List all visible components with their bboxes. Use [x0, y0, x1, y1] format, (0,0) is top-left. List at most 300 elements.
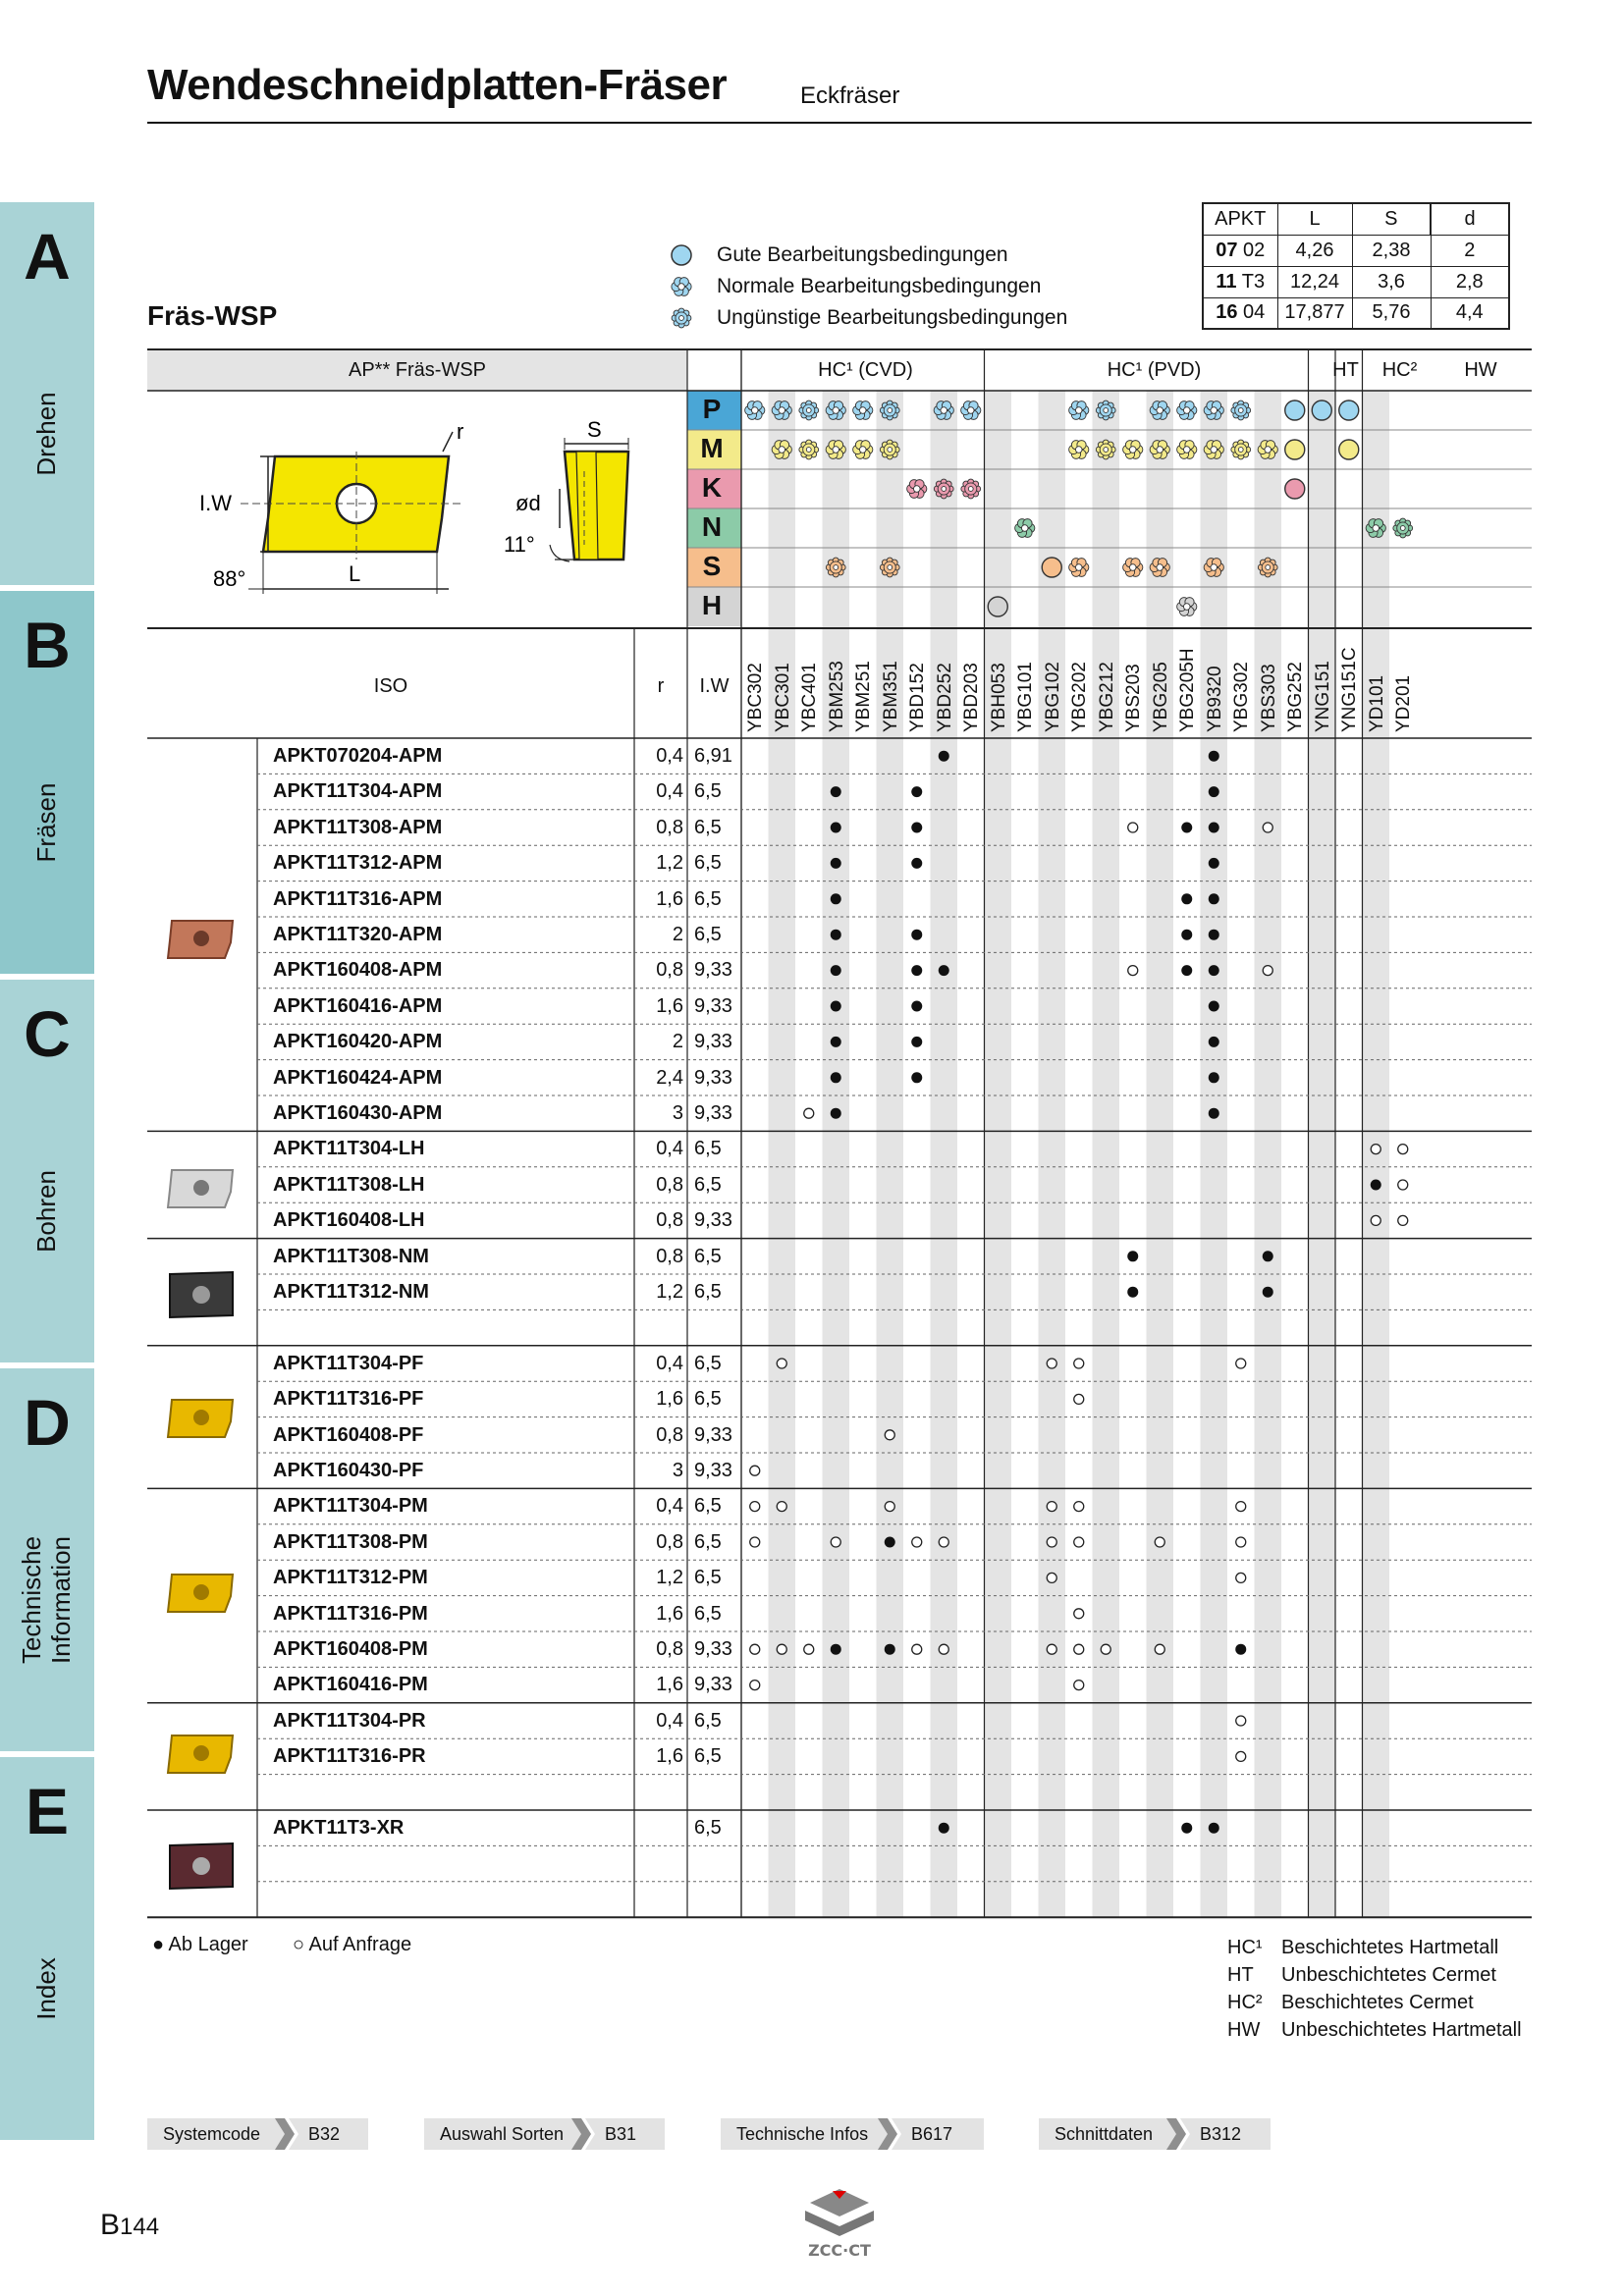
diagram-l: L [349, 561, 361, 586]
stock-dot [1209, 786, 1219, 797]
iso-code: APKT11T308-LH [273, 1173, 425, 1196]
flower-icon [1177, 441, 1197, 459]
circle-icon [1042, 558, 1061, 577]
stock-dot [1209, 751, 1219, 762]
request-dot [1047, 1537, 1056, 1547]
request-dot [831, 1537, 840, 1547]
diagram-iw: I.W [199, 491, 232, 515]
iso-code: APKT11T312-NM [273, 1281, 429, 1303]
circle-icon [1339, 400, 1359, 420]
request-dot [1398, 1215, 1408, 1225]
chevron-right-icon [571, 2118, 595, 2150]
request-dot [777, 1644, 786, 1654]
grade-label: YNG151 [1312, 661, 1333, 732]
crumb-ref: B31 [605, 2123, 637, 2144]
request-dot [885, 1502, 894, 1512]
stock-dot [1181, 893, 1192, 904]
footnote-row: HT Unbeschichtetes Cermet [1227, 1964, 1496, 1986]
corner-radius: 0,4 [656, 1352, 683, 1374]
gear-icon [1231, 400, 1251, 420]
iso-code: APKT11T312-PM [273, 1567, 428, 1589]
stock-dot [1263, 1251, 1273, 1261]
grade-label: YBM251 [853, 661, 874, 732]
cutting-width: 6,5 [694, 1352, 722, 1374]
request-dot [1047, 1573, 1056, 1582]
cutting-width: 6,5 [694, 1709, 722, 1732]
grade-label: YBS203 [1123, 664, 1144, 732]
request-dot [1074, 1537, 1084, 1547]
material-h: H [701, 590, 723, 620]
corner-radius: 1,6 [656, 1388, 683, 1411]
cutting-width: 6,5 [694, 816, 722, 838]
dim-code: 16 04 [1203, 297, 1277, 329]
circle-icon [1339, 440, 1359, 459]
circle-icon [1285, 479, 1305, 499]
group-hc1-cvd: HC¹ (CVD) [818, 359, 913, 381]
iso-code: APKT160416-PM [273, 1674, 428, 1696]
stock-dot [1209, 893, 1219, 904]
grade-label: YBG212 [1096, 662, 1117, 732]
flower-icon [1069, 441, 1089, 459]
stock-dot [911, 930, 922, 940]
stock-dot [1181, 930, 1192, 940]
corner-radius: 0,8 [656, 1423, 683, 1446]
logo-text: ZCC·CT [808, 2241, 871, 2260]
tab-label: Drehen [31, 392, 62, 476]
stock-dot [1209, 858, 1219, 869]
crumb-technische[interactable] [721, 2118, 984, 2150]
request-dot [885, 1430, 894, 1440]
flower-icon [1123, 441, 1143, 459]
flower-icon [853, 401, 873, 420]
cutting-width: 9,33 [694, 959, 732, 982]
grade-label: YBG252 [1285, 662, 1306, 732]
grade-label: YBM351 [880, 661, 901, 732]
section-title: Fräs-WSP [147, 300, 278, 331]
dim-s: 5,76 [1352, 297, 1431, 329]
corner-radius: 0,8 [656, 1530, 683, 1553]
crumb-label: Schnittdaten [1055, 2123, 1154, 2144]
corner-radius: 1,6 [656, 887, 683, 910]
request-dot [804, 1644, 814, 1654]
stock-dot [1209, 1001, 1219, 1012]
request-dot [912, 1537, 922, 1547]
crumb-ref: B32 [308, 2123, 341, 2144]
flower-icon [853, 441, 873, 459]
grade-label: YD201 [1393, 674, 1414, 732]
stock-dot [911, 786, 922, 797]
grade-label: YBC301 [772, 663, 793, 732]
diagram-s: S [587, 417, 602, 442]
request-dot [1101, 1644, 1110, 1654]
request-dot [750, 1537, 760, 1547]
request-dot [1074, 1502, 1084, 1512]
corner-radius: 0,4 [656, 745, 683, 767]
corner-radius: 1,6 [656, 994, 683, 1017]
iso-code: APKT11T304-PR [273, 1709, 426, 1732]
chevron-right-icon [1166, 2118, 1190, 2150]
flower-icon [826, 441, 845, 459]
gear-icon [1258, 558, 1277, 577]
cutting-width: 9,33 [694, 994, 732, 1017]
cutting-width: 6,5 [694, 1388, 722, 1411]
flower-icon [1204, 559, 1223, 577]
iso-code: APKT160408-PM [273, 1638, 428, 1660]
gear-icon [934, 479, 953, 499]
page-number: B144 [100, 2209, 160, 2241]
iso-code: APKT11T316-PR [273, 1745, 426, 1768]
grade-label: YBG302 [1231, 662, 1252, 732]
cutting-width: 9,33 [694, 1423, 732, 1446]
stock-dot [1209, 1108, 1219, 1119]
stock-dot [911, 858, 922, 869]
insert-photo-pr [162, 1728, 241, 1777]
insert-photo-xr [162, 1840, 241, 1893]
iso-header: ISO [373, 675, 408, 697]
grade-label: YBG101 [1015, 662, 1036, 732]
iso-code: APKT160430-APM [273, 1102, 443, 1124]
grade-label: YBD252 [934, 663, 955, 732]
insert-diagram [191, 412, 682, 609]
request-dot [804, 1108, 814, 1118]
iso-code: APKT11T320-APM [273, 924, 443, 945]
stock-dot [831, 930, 841, 940]
dim-l: 12,24 [1277, 266, 1352, 297]
cutting-width: 9,33 [694, 1102, 732, 1124]
iso-code: APKT070204-APM [273, 745, 443, 767]
iso-code: APKT11T3-XR [273, 1817, 405, 1839]
diagram-r: r [457, 419, 464, 444]
group-hw: HW [1464, 359, 1497, 381]
iso-code: APKT160420-APM [273, 1031, 443, 1053]
iso-code: APKT11T304-APM [273, 780, 443, 803]
cutting-width: 9,33 [694, 1031, 732, 1053]
request-dot [1263, 823, 1272, 832]
grade-label: YBH053 [988, 663, 1009, 732]
dim-l: 17,877 [1277, 297, 1352, 329]
request-legend: ○ Auf Anfrage [293, 1934, 412, 1955]
stock-dot [831, 1072, 841, 1083]
corner-radius: 3 [672, 1102, 683, 1124]
grade-label: YBG205H [1177, 648, 1198, 732]
stock-dot [911, 1037, 922, 1047]
stock-dot [939, 965, 949, 976]
stock-dot [1181, 1823, 1192, 1834]
corner-radius: 0,8 [656, 1638, 683, 1660]
gear-icon [799, 440, 819, 459]
stock-dot [831, 1037, 841, 1047]
stock-dot [1127, 1287, 1138, 1298]
stock-dot [1127, 1251, 1138, 1261]
dim-l: 4,26 [1277, 235, 1352, 266]
request-dot [1236, 1537, 1246, 1547]
stock-dot [939, 1823, 949, 1834]
tab-letter: D [24, 1386, 71, 1459]
dim-code: 11 T3 [1203, 266, 1277, 297]
footnote-row: HW Unbeschichtetes Hartmetall [1227, 2019, 1522, 2041]
tab-label: Index [31, 1957, 62, 2020]
corner-radius: 2 [672, 1031, 683, 1053]
flower-icon [1150, 441, 1169, 459]
request-dot [777, 1359, 786, 1368]
stock-dot [831, 786, 841, 797]
circle-icon [1285, 400, 1305, 420]
stock-dot [831, 1001, 841, 1012]
corner-radius: 0,4 [656, 780, 683, 803]
request-dot [1371, 1215, 1380, 1225]
request-dot [777, 1502, 786, 1512]
chevron-right-icon [275, 2118, 298, 2150]
dim-code: 07 02 [1203, 235, 1277, 266]
tab-label: Bohren [31, 1170, 62, 1253]
iso-code: APKT11T312-APM [273, 852, 443, 875]
corner-radius: 0,4 [656, 1709, 683, 1732]
request-dot [1047, 1359, 1056, 1368]
corner-radius: 1,6 [656, 1602, 683, 1625]
flower-icon [772, 441, 791, 459]
gear-icon [826, 558, 845, 577]
request-dot [1128, 823, 1138, 832]
corner-radius: 2 [672, 924, 683, 945]
crumb-systemcode[interactable] [147, 2118, 368, 2150]
stock-dot [885, 1537, 895, 1548]
flower-icon [1366, 519, 1385, 538]
r-header: r [657, 675, 665, 697]
flower-icon [772, 401, 791, 420]
iso-code: APKT160430-PF [273, 1460, 424, 1481]
crumb-label: Systemcode [163, 2123, 261, 2144]
tab-letter: C [24, 997, 71, 1070]
flower-icon [1177, 598, 1197, 616]
crumb-auswahl[interactable] [424, 2118, 665, 2150]
stock-dot [911, 1001, 922, 1012]
tab-label: Fräsen [31, 782, 62, 863]
request-dot [1074, 1609, 1084, 1619]
cutting-width: 6,5 [694, 1495, 722, 1518]
corner-radius: 3 [672, 1460, 683, 1481]
stock-dot [1209, 823, 1219, 833]
request-dot [750, 1681, 760, 1690]
stock-dot [1235, 1644, 1246, 1655]
cutting-width: 6,5 [694, 887, 722, 910]
gear-icon [1393, 518, 1413, 538]
cutting-width: 6,91 [694, 745, 732, 767]
stock-dot [1209, 930, 1219, 940]
request-dot [1047, 1502, 1056, 1512]
request-dot [1236, 1359, 1246, 1368]
grade-label: YBG202 [1069, 662, 1090, 732]
request-dot [1047, 1644, 1056, 1654]
material-k: K [701, 472, 723, 503]
corner-radius: 0,4 [656, 1495, 683, 1518]
group-hc1-pvd: HC¹ (PVD) [1107, 359, 1202, 381]
cutting-width: 6,5 [694, 1281, 722, 1303]
insert-photo-nm [162, 1268, 241, 1321]
group-hc2: HC² [1381, 359, 1418, 381]
iso-code: APKT160408-PF [273, 1423, 424, 1446]
stock-dot [939, 751, 949, 762]
page-title: Wendeschneidplatten-Fräser [147, 61, 728, 109]
grade-label: YBM253 [826, 661, 847, 732]
iso-code: APKT11T308-NM [273, 1245, 429, 1267]
cutting-width: 9,33 [694, 1674, 732, 1696]
gear-icon [880, 440, 899, 459]
request-dot [1074, 1681, 1084, 1690]
corner-radius: 1,6 [656, 1674, 683, 1696]
stock-dot [1209, 1072, 1219, 1083]
iso-code: APKT11T308-PM [273, 1530, 428, 1553]
corner-radius: 0,8 [656, 1173, 683, 1196]
stock-legend: ● Ab Lager [152, 1934, 248, 1955]
stock-dot [1209, 965, 1219, 976]
grade-label: YBG102 [1042, 662, 1063, 732]
stock-dot [831, 1108, 841, 1119]
crumb-ref: B312 [1200, 2123, 1242, 2144]
stock-dot [831, 893, 841, 904]
flower-icon [1204, 401, 1223, 420]
request-dot [1155, 1644, 1164, 1654]
request-dot [1398, 1145, 1408, 1154]
stock-dot [911, 965, 922, 976]
grade-label: YD101 [1366, 674, 1387, 732]
iso-code: APKT11T304-PF [273, 1352, 424, 1374]
request-dot [1155, 1537, 1164, 1547]
iso-code: APKT11T316-PF [273, 1388, 424, 1411]
request-dot [1236, 1751, 1246, 1761]
tab-letter: B [24, 609, 71, 681]
circle-icon [1312, 400, 1331, 420]
cutting-width: 6,5 [694, 1530, 722, 1553]
insert-photo-lh [162, 1162, 241, 1211]
tab-letter: A [24, 220, 71, 293]
stock-dot [1181, 823, 1192, 833]
group-ht: HT [1332, 359, 1359, 381]
cutting-width: 6,5 [694, 1138, 722, 1160]
insert-photo-apm [162, 913, 241, 962]
iso-code: APKT160408-LH [273, 1209, 425, 1232]
flower-icon [1015, 519, 1035, 538]
corner-radius: 2,4 [656, 1066, 683, 1089]
stock-dot [831, 858, 841, 869]
iso-code: APKT11T316-APM [273, 887, 443, 910]
gear-icon [880, 558, 899, 577]
flower-icon [961, 401, 981, 420]
chevron-right-icon [878, 2118, 901, 2150]
cutting-width: 9,33 [694, 1638, 732, 1660]
corner-radius: 1,2 [656, 852, 683, 875]
request-dot [1236, 1573, 1246, 1582]
legend-text: Normale Bearbeitungsbedingungen [717, 275, 1042, 297]
stock-dot [831, 1644, 841, 1655]
insert-photo-pf [162, 1392, 241, 1441]
cutting-width: 9,33 [694, 1460, 732, 1481]
corner-radius: 0,8 [656, 1209, 683, 1232]
cutting-width: 6,5 [694, 780, 722, 803]
cutting-width: 6,5 [694, 1245, 722, 1267]
request-dot [750, 1644, 760, 1654]
tab-label: Technische Information [17, 1535, 76, 1665]
flower-icon [1258, 441, 1277, 459]
dim-header: L [1277, 203, 1352, 235]
request-dot [1236, 1502, 1246, 1512]
cutting-width: 9,33 [694, 1209, 732, 1232]
footnote-row: HC¹ Beschichtetes Hartmetall [1227, 1937, 1499, 1958]
gear-icon [1096, 440, 1115, 459]
cutting-width: 6,5 [694, 1602, 722, 1625]
request-dot [1371, 1145, 1380, 1154]
request-dot [1128, 966, 1138, 976]
iso-code: APKT11T308-APM [273, 816, 443, 838]
stock-dot [1263, 1287, 1273, 1298]
cutting-width: 6,5 [694, 924, 722, 945]
request-dot [1263, 966, 1272, 976]
footnote-row: HC² Beschichtetes Cermet [1227, 1992, 1474, 2013]
corner-radius: 1,2 [656, 1567, 683, 1589]
grade-label: YBD152 [907, 663, 928, 732]
flower-icon [1177, 401, 1197, 420]
flower-icon [1123, 559, 1143, 577]
grade-label: YBG205 [1150, 662, 1171, 732]
flower-icon [907, 480, 927, 499]
diagram-11: 11° [504, 532, 535, 557]
diagram-d: ød [515, 491, 541, 515]
stock-dot [1371, 1180, 1381, 1191]
stock-dot [911, 1072, 922, 1083]
stock-dot [1209, 1823, 1219, 1834]
dim-header: S [1352, 203, 1431, 235]
grade-label: YBC401 [799, 663, 820, 732]
flower-icon [1150, 559, 1169, 577]
gear-icon [799, 400, 819, 420]
gear-icon [1231, 440, 1251, 459]
iso-code: APKT160424-APM [273, 1066, 443, 1089]
dim-s: 2,38 [1352, 235, 1431, 266]
dim-d: 2,8 [1431, 266, 1509, 297]
crumb-schnittdaten[interactable] [1039, 2118, 1271, 2150]
corner-radius: 1,6 [656, 1745, 683, 1768]
request-dot [1398, 1180, 1408, 1190]
corner-radius: 1,2 [656, 1281, 683, 1303]
circle-icon [1285, 440, 1305, 459]
legend-text: Gute Bearbeitungsbedingungen [717, 243, 1008, 266]
dim-s: 3,6 [1352, 266, 1431, 297]
iw-header: I.W [699, 675, 730, 697]
insert-photo-pm [162, 1567, 241, 1616]
cutting-width: 9,33 [694, 1066, 732, 1089]
iso-code: APKT160408-APM [273, 959, 443, 982]
zcc-logo [785, 2181, 893, 2260]
corner-radius: 0,8 [656, 1245, 683, 1267]
stock-dot [911, 823, 922, 833]
grade-label: YBS303 [1258, 664, 1279, 732]
ap-label: AP** Fräs-WSP [348, 359, 487, 381]
legend-text: Ungünstige Bearbeitungsbedingungen [717, 306, 1068, 329]
corner-radius: 0,8 [656, 959, 683, 982]
stock-dot [831, 965, 841, 976]
flower-icon [1069, 401, 1089, 420]
cutting-width: 6,5 [694, 1745, 722, 1768]
stock-dot [1209, 1037, 1219, 1047]
flower-icon [1150, 401, 1169, 420]
cutting-width: 6,5 [694, 1173, 722, 1196]
gear-icon [1096, 400, 1115, 420]
material-p: P [702, 394, 722, 424]
stock-dot [1181, 965, 1192, 976]
flower-icon [826, 401, 845, 420]
flower-icon [745, 401, 765, 420]
request-dot [1074, 1394, 1084, 1404]
request-dot [912, 1644, 922, 1654]
